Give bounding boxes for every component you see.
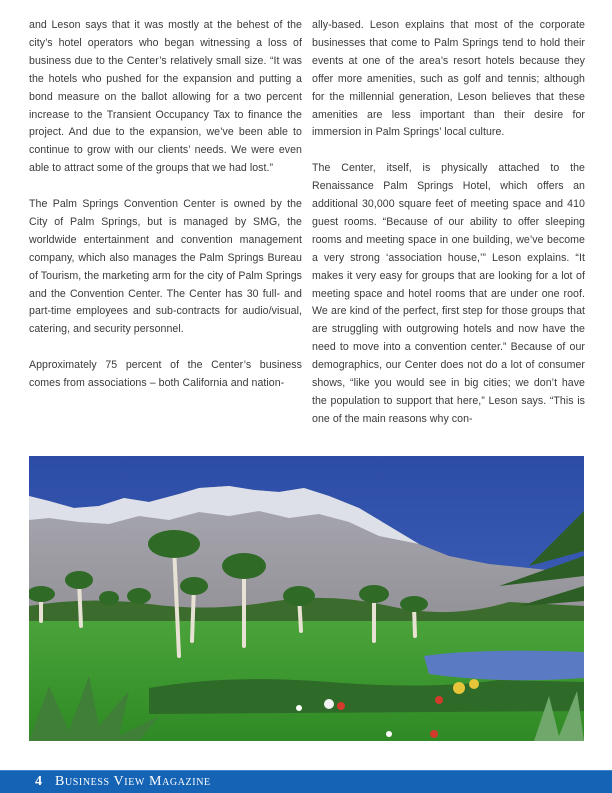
- article-photo: [29, 456, 584, 741]
- paragraph: ally-based. Leson explains that most of the corporate businesses that come to Palm Springs tend to hold their events at one of the area’s resort hotels because they offer more amenities, such as golf and tennis; although for the millennial generation, Leson believes that these amenities are less important than their desire for immersion in Palm Springs’ local culture.: [312, 19, 585, 139]
- page-number: 4: [35, 774, 42, 789]
- paragraph: The Center, itself, is physically attached to the Renaissance Palm Springs Hotel, which offers an additional 30,000 square feet of meeting space and 410 guest rooms. “Because of our ability to offer sleeping rooms and meeting space in one building, we’ve become a very strong ‘association house,’” Leson explains. “It makes it very easy for groups that are looking for a lot of meeting space and hotel rooms that are under one roof. We are kind of the perfect, first step for those groups that are struggling with outgrowing hotels and now have the need to move into a convention center.” Because of our demographics, our Center does not do a lot of consumer shows, “like you would see in big cities; we don’t have the population to support that here,” Leson says. “This is one of the main reasons why con-: [312, 162, 585, 425]
- golf-course-landscape-image: [29, 456, 584, 741]
- page-footer: [0, 770, 612, 793]
- paragraph: and Leson says that it was mostly at the behest of the city’s hotel operators who began witnessing a loss of business due to the Center’s relatively small size. “It was the hotels who pushed for the expansion and putting a bond measure on the ballot allowing for a two percent increase to the Transient Occupancy Tax to finance the project. And due to the expansion, we’ve been able to continue to grow with our clients’ needs. We were even able to attract some of the groups that we had lost.”: [29, 19, 302, 175]
- article-column-right: [312, 17, 585, 429]
- paragraph: The Palm Springs Convention Center is owned by the City of Palm Springs, but is managed by SMG, the worldwide entertainment and convention management company, which also manages the Palm Springs Bureau of Tourism, the marketing arm for the city of Palm Springs and the Convention Center. The Center has 30 full- and part-time employees and sub-contracts for audio/visual, catering, and security personnel.: [29, 198, 302, 336]
- paragraph: Approximately 75 percent of the Center’s business comes from associations – both California and nation-: [29, 359, 302, 390]
- article-column-left: [29, 17, 302, 393]
- publication-title: Business View Magazine: [55, 774, 211, 789]
